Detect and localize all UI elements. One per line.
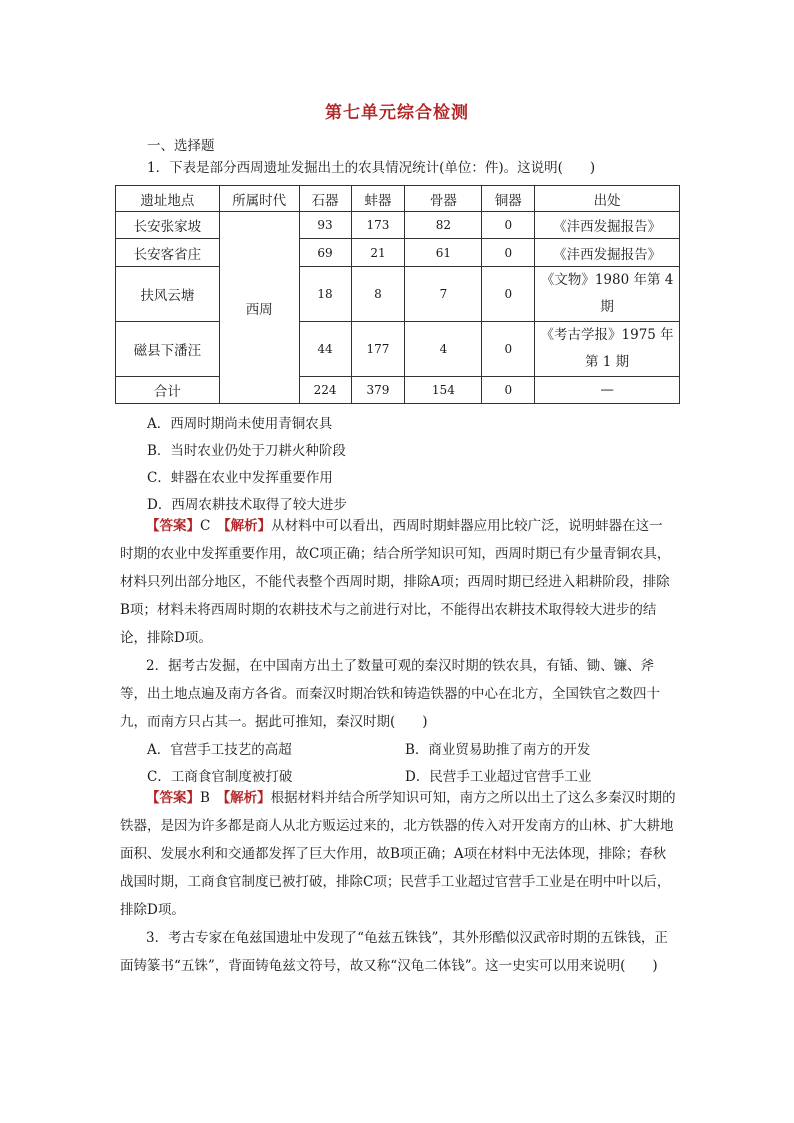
bronze-cell: 0 [482,377,535,404]
stone-cell: 44 [299,322,351,377]
shell-cell: 8 [351,267,405,322]
bone-cell: 7 [405,267,482,322]
source-cell [535,322,680,377]
bronze-cell: 0 [482,239,535,267]
table-header-row [116,186,680,212]
q2-option-c: C．工商食官制度被打破 [147,769,293,785]
answer-tag: 【答案】 [146,790,200,806]
stone-cell: 18 [299,267,351,322]
q1-option-b: B．当时农业仍处于刀耕火种阶段 [147,443,346,459]
q1-option-d: D．西周农耕技术取得了较大进步 [147,497,347,513]
table-header: 蚌器 [351,186,405,212]
artifact-table [115,185,680,404]
answer-value: B [200,790,210,806]
stone-cell: 69 [299,239,351,267]
answer-tag: 【答案】 [146,518,200,534]
site-cell: 长安张家坡 [116,212,220,239]
q1-answer-block [120,512,676,652]
q2-option-b: B．商业贸易助推了南方的开发 [405,742,591,758]
source-cell: 《沣西发掘报告》 [535,239,680,267]
table-row [116,212,680,239]
table-header: 出处 [535,186,680,212]
question-2-stem: 2．据考古发掘，在中国南方出土了数量可观的秦汉时期的铁农具，有锸、锄、镰、斧等，出土地点遍及南方各省。而秦汉时期冶铁和铸造铁器的中心在北方，全国铁官之数四十九，而南方只占其一。据此可推知，秦汉时期( ) [120,658,660,730]
document-title: 第七单元综合检测 [325,103,469,123]
source-cell: — [535,377,680,404]
q2-option-d: D．民营手工业超过官营手工业 [405,769,592,785]
stone-cell: 93 [299,212,351,239]
shell-cell: 21 [351,239,405,267]
site-cell: 磁县下潘汪 [116,322,220,377]
table-total-row [116,377,680,404]
bronze-cell: 0 [482,322,535,377]
shell-cell: 177 [351,322,405,377]
table-row [116,239,680,267]
section-heading: 一、选择题 [147,138,215,154]
q1-option-c: C．蚌器在农业中发挥重要作用 [147,470,333,486]
source-line: 《文物》1980 年第 4 [540,272,674,288]
source-line: 第 1 期 [585,354,630,370]
site-cell: 长安客省庄 [116,239,220,267]
question-1-stem: 1．下表是部分西周遗址发掘出土的农具情况统计(单位：件)。这说明( ) [147,160,596,176]
table-header: 所属时代 [219,186,299,212]
bronze-cell: 0 [482,267,535,322]
bone-cell: 4 [405,322,482,377]
shell-cell: 379 [351,377,405,404]
table-header: 铜器 [482,186,535,212]
bone-cell: 82 [405,212,482,239]
stone-cell: 224 [299,377,351,404]
bone-cell: 61 [405,239,482,267]
table-header: 石器 [299,186,351,212]
source-line: 期 [600,299,614,315]
question-3-stem: 3．考古专家在龟兹国遗址中发现了“龟兹五铢钱”，其外形酷似汉武帝时期的五铢钱，正面铸篆书“五铢”，背面铸龟兹文符号，故又称“汉龟二体钱”。这一史实可以用来说明( ) [120,930,668,974]
q2-answer-block [120,784,676,924]
analysis-tag: 【解析】 [223,790,271,806]
shell-cell: 173 [351,212,405,239]
analysis-text: 从材料中可以看出，西周时期蚌器应用比较广泛，说明蚌器在这一时期的农业中发挥重要作用，故C项正确；结合所学知识可知，西周时期已有少量青铜农具，材料只列出部分地区，不能代表整个西周时期，排除A项；西周时期已经进入耜耕阶段，排除B项；材料未将西周时期的农耕技术与之前进行对比，不能得出农耕技术取得较大进步的结论，排除D项。 [120,518,671,646]
analysis-text: 根据材料并结合所学知识可知，南方之所以出土了这么多秦汉时期的铁器，是因为许多都是商人从北方贩运过来的，北方铁器的传入对开发南方的山林、扩大耕地面积、发展水利和交通都发挥了巨大作用，故B项正确；A项在材料中无法体现，排除；春秋战国时期，工商食官制度已被打破，排除C项；民营手工业超过官营手工业是在明中叶以后，排除D项。 [120,790,676,918]
q1-option-a: A．西周时期尚未使用青铜农具 [147,416,333,432]
total-label-cell: 合计 [116,377,220,404]
answer-value: C [200,518,211,534]
table-row [116,322,680,377]
site-cell: 扶风云塘 [116,267,220,322]
bone-cell: 154 [405,377,482,404]
table-header: 骨器 [405,186,482,212]
analysis-tag: 【解析】 [223,518,272,534]
q2-option-a: A．官营手工技艺的高超 [147,742,292,758]
source-line: 《考古学报》1975 年 [540,327,674,343]
period-cell: 西周 [219,212,299,404]
bronze-cell: 0 [482,212,535,239]
source-cell [535,267,680,322]
table-header: 遗址地点 [116,186,220,212]
table-row [116,267,680,322]
source-cell: 《沣西发掘报告》 [535,212,680,239]
